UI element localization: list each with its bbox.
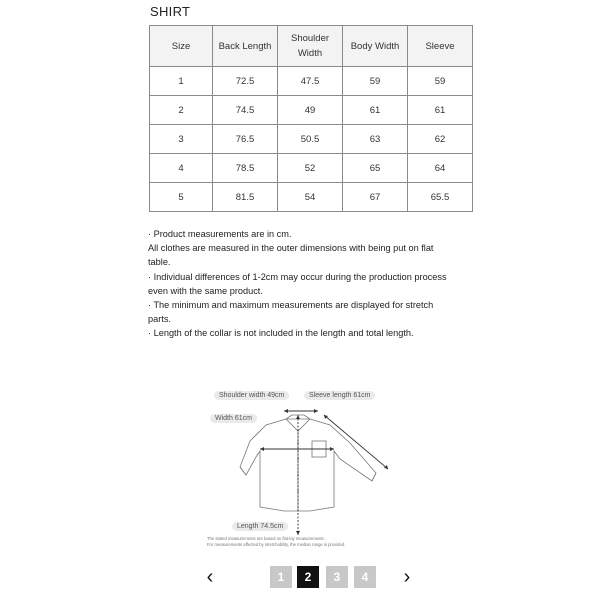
table-cell: 59 [343,67,408,96]
measurement-notes [148,227,458,341]
header-back-length: Back Length [213,26,278,67]
table-cell: 62 [408,125,473,154]
page-button-3[interactable]: 3 [326,566,348,588]
table-cell: 65 [343,154,408,183]
table-cell: 3 [150,125,213,154]
table-cell: 2 [150,96,213,125]
shirt-illustration [200,385,400,560]
table-cell: 5 [150,183,213,212]
next-arrow-icon[interactable]: › [403,566,411,588]
table-cell: 74.5 [213,96,278,125]
page-title: SHIRT [150,4,191,19]
table-row [150,183,473,212]
table-row [150,96,473,125]
table-cell: 59 [408,67,473,96]
diagram-footnote: For measurements affected by stretchability, the median range is provided. [207,542,346,547]
table-cell: 54 [278,183,343,212]
table-cell: 61 [408,96,473,125]
table-cell: 81.5 [213,183,278,212]
image-pagination [0,566,600,590]
page-button-2[interactable]: 2 [297,566,319,588]
header-size: Size [150,26,213,67]
table-cell: 47.5 [278,67,343,96]
note-text: · Individual differences of 1-2cm may occur during the production process even with the same product. [148,271,447,296]
note-text: All clothes are measured in the outer dimensions with being put on flat table. [148,243,434,268]
table-cell: 50.5 [278,125,343,154]
width-label: Width 61cm [210,414,257,423]
size-table [149,25,473,212]
prev-arrow-icon[interactable]: ‹ [206,566,214,588]
header-shoulder-width: Shoulder Width [278,26,343,67]
length-label: Length 74.5cm [232,522,288,531]
table-row [150,67,473,96]
page-button-4[interactable]: 4 [354,566,376,588]
sleeve-length-label: Sleeve length 61cm [304,391,375,400]
note-text: · Product measurements are in cm. [148,229,292,239]
shirt-measurement-diagram [200,385,400,560]
header-sleeve: Sleeve [408,26,473,67]
table-cell: 78.5 [213,154,278,183]
table-cell: 49 [278,96,343,125]
page-button-1[interactable]: 1 [270,566,292,588]
table-row [150,154,473,183]
table-row [150,125,473,154]
table-cell: 4 [150,154,213,183]
table-cell: 52 [278,154,343,183]
diagram-footnote: The stated measurements are based on flat-lay measurements. [207,536,325,541]
table-cell: 72.5 [213,67,278,96]
table-cell: 67 [343,183,408,212]
table-cell: 65.5 [408,183,473,212]
note-text: · The minimum and maximum measurements are displayed for stretch parts. [148,300,434,325]
table-cell: 64 [408,154,473,183]
table-header-row [150,26,473,67]
note-text: · Length of the collar is not included in the length and total length. [148,328,414,339]
table-cell: 76.5 [213,125,278,154]
header-body-width: Body Width [343,26,408,67]
table-cell: 63 [343,125,408,154]
table-cell: 1 [150,67,213,96]
shoulder-width-label: Shoulder width 49cm [214,391,289,400]
table-cell: 61 [343,96,408,125]
